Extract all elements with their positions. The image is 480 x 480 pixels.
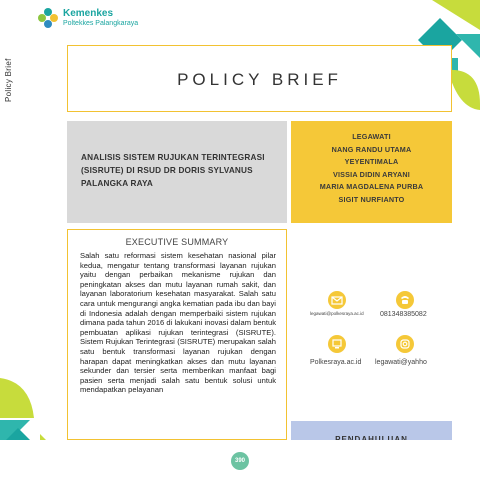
executive-summary-heading: EXECUTIVE SUMMARY: [125, 237, 229, 247]
contact-website[interactable]: Polkesraya.ac.id: [310, 359, 362, 366]
executive-summary-box: [67, 229, 287, 440]
kemenkes-logo: [38, 8, 138, 28]
contact-instagram[interactable]: legawati@yahho: [375, 359, 427, 366]
contact-phone[interactable]: 081348385082: [380, 311, 427, 318]
page-title: POLICY BRIEF: [177, 70, 342, 89]
contact-email[interactable]: legawati@polkesraya.ac.id: [310, 311, 364, 316]
brand-name: Kemenkes: [63, 8, 114, 19]
executive-summary-body: Salah satu reformasi sistem kesehatan nasional pilar kedua, mengatur tentang transformasi layanan rujukan yaitu dengan perbaikan mekanisme rujukan dan peningkatan akses dan mutu layanan rumah sakit, dan layanan laboratorium kesehatan masyarakat. Salah satu cara untuk mengurangi angka kematian pada ibu dan bayi di Indonesia adalah dengan memperbaiki sistem rujukan dimana pada tahun 2016 di lakukani inovasi dalam bentuk pembuatan aplikasi rujukan terintegrasi (SISRUTE). Sistem Rujukan Terintegrasi (SISRUTE) merupakan salah satu bentuk transformasi layanan rujukan dengan harapan dapat meningkatkan akses dan mutu layanan sekunder dan tersier serta memberikan manfaat bagi pasien serta menjadi salah satu bentuk solusi untuk mendapatkan pelayanan: [80, 251, 276, 395]
instagram-icon: [396, 335, 414, 353]
phone-icon: [396, 291, 414, 309]
paper-title: ANALISIS SISTEM RUJUKAN TERINTEGRASI (SISRUTE) DI RSUD DR DORIS SYLVANUS PALANGKA RAYA: [81, 153, 265, 188]
author-name: VISSIA DIDIN ARYANI: [332, 169, 411, 179]
policy-brief-title-box: [67, 45, 452, 112]
logo-flower-icon: [38, 8, 58, 28]
paper-title-block: [67, 121, 287, 223]
brand-sub: Poltekkes Palangkaraya: [63, 20, 139, 27]
page-number-badge: 390: [231, 452, 249, 470]
web-icon: [328, 335, 346, 353]
author-name: LEGAWATI: [352, 132, 391, 141]
side-label: Policy Brief: [4, 58, 13, 102]
author-name: NANG RANDU UTAMA: [331, 144, 412, 154]
authors-block: [291, 121, 452, 223]
author-name: MARIA MAGDALENA PURBA: [319, 182, 424, 192]
author-name: YEYENTIMALA: [344, 157, 399, 167]
contact-section: [291, 229, 452, 411]
author-name: SIGIT NURFIANTO: [338, 194, 405, 204]
email-icon: [328, 291, 346, 309]
